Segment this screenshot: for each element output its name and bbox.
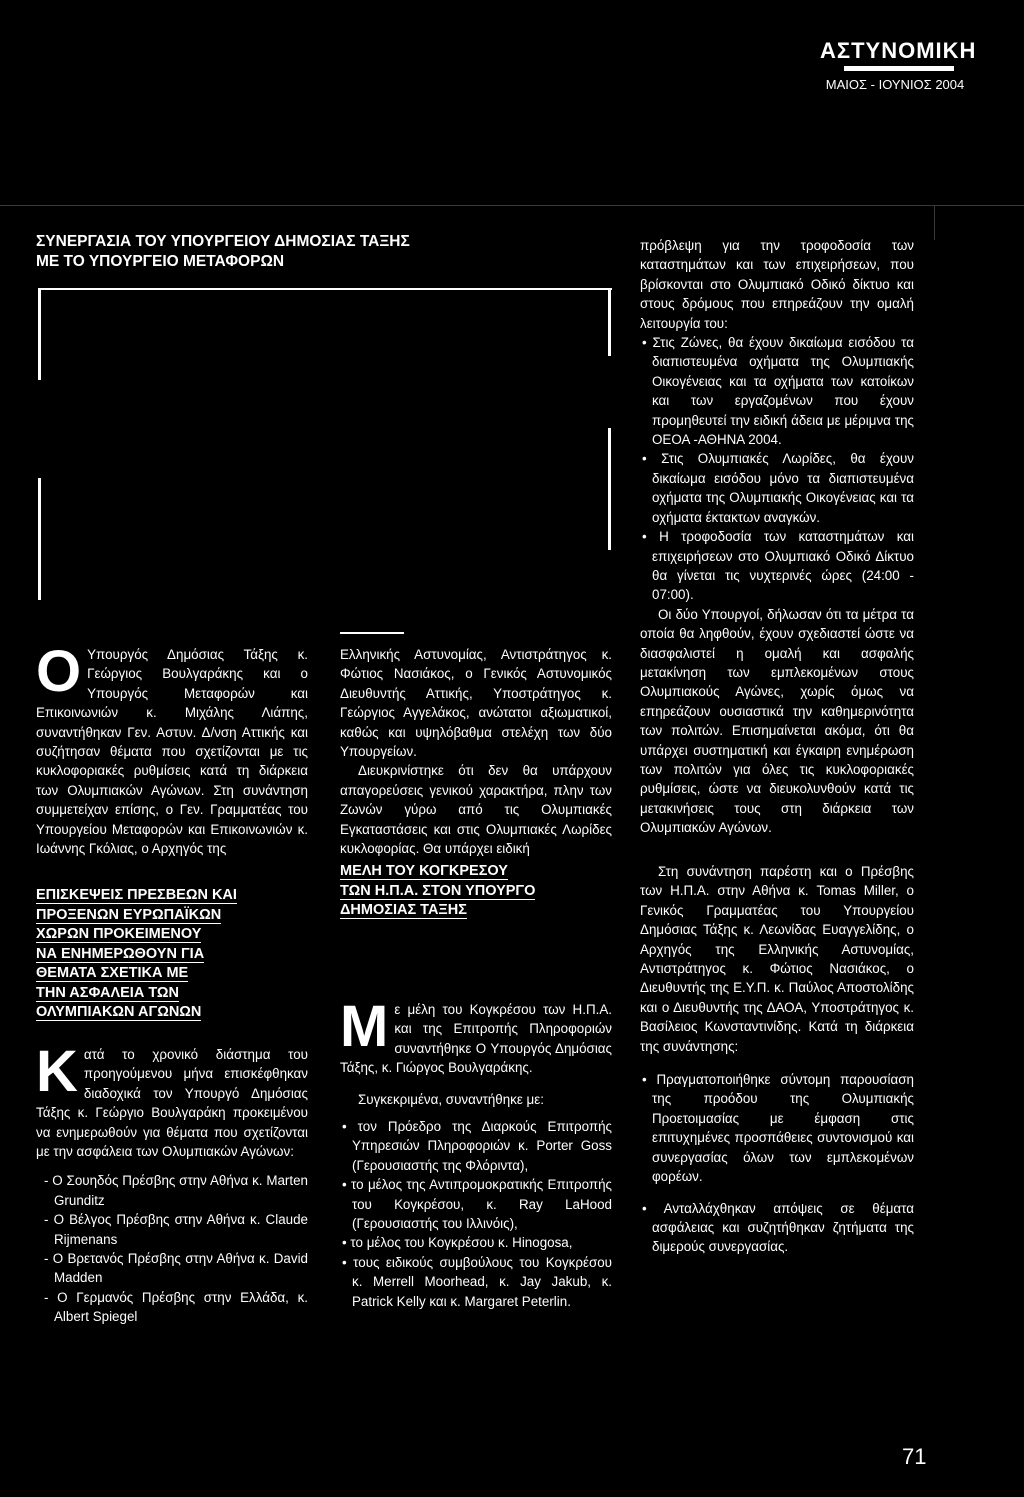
frame-edge [934, 205, 935, 240]
article3-body: Μ ε μέλη του Κογκρέσου των Η.Π.Α. και της Επιτροπής Πληροφοριών συναντήθηκε Ο Υπουργός Δημόσιας Τάξης, κ. Γιώργος Βουλγαράκης. Συγκεκριμένα, συναντήθηκε με: • τον Πρόεδρο της Διαρκούς Επιτροπής Υπηρεσιών Πληροφοριών κ. Porter Goss (Γερουσιαστής της Φλόριντα), • το μέλος της Αντιπρομοκρατικής Επιτροπής του Κογκρέσου, κ. Ray LaHood (Γερουσιαστής του Ιλλινόις), • το μέλος του Κογκρέσου κ. Hinogosa, • τους ειδικούς συμβούλους του Κογκρέσου κ. Merrell Moorhead, κ. Jay Jakub, κ. Patrick Kelly και κ. Margaret Peterlin. [340, 1000, 612, 1311]
dropcap: Μ [340, 994, 389, 1059]
list-item: - Ο Βρετανός Πρέσβης στην Αθήνα κ. David Madden [44, 1251, 308, 1286]
list-item: • το μέλος του Κογκρέσου κ. Hinogosa, [340, 1233, 612, 1252]
article3-col3: Στη συνάντηση παρέστη και ο Πρέσβης των Η.Π.Α. στην Αθήνα κ. Tomas Miller, ο Γενικός Γραμματέας του Υπουργείου Δημόσιας Τάξης κ. Λεωνίδας Ευαγγελίδης, ο Αρχηγός της Ελληνικής Αστυνομίας, Αντιστράτηγος κ. Φώτιος Νασιάκος, ο Διευθυντής της Ε.Υ.Π. κ. Παύλος Αποστολίδης και ο Διευθυντής της ΔΑΟΑ, Υποστράτηγος κ. Βασίλειος Κωνσταντινίδης. Κατά τη διάρκεια της συνάντησης: • Πραγματοποιήθηκε σύντομη παρουσίαση της προόδου της Ολυμπιακής Προετοιμασίας με έμφαση στις επιτυχημένες προσπάθειες συντονισμού και συνεργασίας όλων των εμπλεκομένων φορέων. • Ανταλλάχθηκαν απόψεις σε θέματα ασφάλειας και συζητήθηκαν ζητήματα της διμερούς συνεργασίας. [640, 862, 914, 1257]
list-item: • τους ειδικούς συμβούλους του Κογκρέσου κ. Merrell Moorhead, κ. Jay Jakub, κ. Patrick Kelly και κ. Margaret Peterlin. [340, 1253, 612, 1311]
list-item: • Η τροφοδοσία των καταστημάτων και επιχειρήσεων στο Ολυμπιακό Οδικό Δίκτυο θα γίνεται τις νυχτερινές ώρες (24:00 - 07:00). [640, 527, 914, 605]
top-divider [0, 205, 1024, 206]
issue-date: ΜΑΙΟΣ - ΙΟΥΝΙΟΣ 2004 [825, 77, 965, 92]
article2-body: Κ ατά το χρονικό διάστημα του προηγούμενου μήνα επισκέφθηκαν διαδοχικά τον Υπουργό Δημόσιας Τάξης κ. Γεώργιο Βουλγαράκη προκειμένου να ενημερωθούν για θέματα που σχετίζονται με την ασφάλεια των Ολυμπιακών Αγώνων: - Ο Σουηδός Πρέσβης στην Αθήνα κ. Marten Grunditz - Ο Βέλγος Πρέσβης στην Αθήνα κ. Claude Rijmenans - Ο Βρετανός Πρέσβης στην Αθήνα κ. David Madden - Ο Γερμανός Πρέσβης στην Ελλάδα, κ. Albert Spiegel [36, 1045, 308, 1327]
article2-headline: ΕΠΙΣΚΕΨΕΙΣ ΠΡΕΣΒΕΩΝ ΚΑΙ ΠΡΟΞΕΝΩΝ ΕΥΡΩΠΑΪΚΩΝ ΧΩΡΩΝ ΠΡΟΚΕΙΜΕΝΟΥ ΝΑ ΕΝΗΜΕΡΩΘΟΥΝ ΓΙΑ ΘΕΜΑΤΑ ΣΧΕΤΙΚΑ ΜΕ ΤΗΝ ΑΣΦΑΛΕΙΑ ΤΩΝ ΟΛΥΜΠΙΑΚΩΝ ΑΓΩΝΩΝ [36, 887, 237, 1020]
list-item: • Πραγματοποιήθηκε σύντομη παρουσίαση της προόδου της Ολυμπιακής Προετοιμασίας με έμφαση στις επιτυχημένες προσπάθειες συντονισμού και συνεργασίας όλων των εμπλεκομένων φορέων. [640, 1070, 914, 1186]
article3-headline: ΜΕΛΗ ΤΟΥ ΚΟΓΚΡΕΣΟΥ ΤΩΝ Η.Π.Α. ΣΤΟΝ ΥΠΟΥΡΓΟ ΔΗΜΟΣΙΑΣ ΤΑΞΗΣ [340, 863, 536, 918]
dropcap: Ο [36, 639, 82, 704]
article1-col2: Ελληνικής Αστυνομίας, Αντιστράτηγος κ. Φώτιος Νασιάκος, ο Γενικός Αστυνομικός Διευθυντής Αττικής, Υποστράτηγος κ. Γεώργιος Αγγελάκος, ανώτατοι αξιωματικοί, καθώς και υψηλόβαθμα στελέχη των δύο Υπουργείων. Διευκρινίστηκε ότι δεν θα υπάρχουν απαγορεύσεις γενικού χαρακτήρα, πλην των Ζωνών γύρω από τις Ολυμπιακές Εγκαταστάσεις και στις Ολυμπιακές Λωρίδες κυκλοφορίας. Θα υπάρχει ειδική [340, 647, 612, 857]
list-item: • το μέλος της Αντιπρομοκρατικής Επιτροπής του Κογκρέσου, κ. Ray LaHood (Γερουσιαστής του Ιλλινόις), [340, 1175, 612, 1233]
photo-frame-right [608, 288, 611, 356]
congress-list [340, 1117, 612, 1311]
article1-bullet-list [640, 333, 914, 605]
article1-col1: Ο Υπουργός Δημόσιας Τάξης κ. Γεώργιος Βουλγαράκης και ο Υπουργός Μεταφορών και Επικοινωνιών κ. Μιχάλης Λιάπης, συναντήθηκαν Γεν. Αστυν. Δ/νση Αττικής και συζήτησαν θέματα που σχετίζονται με τις κυκλοφοριακές ρυθμίσεις κατά τη διάρκεια των Ολυμπιακών Αγώνων. Στη συνάντηση συμμετείχαν επίσης, ο Γεν. Γραμματέας του Υπουργείου Μεταφορών και Επικοινωνιών κ. Ιωάννης Γκόλιας, ο Αρχηγός της [36, 639, 308, 857]
photo-frame-left [38, 288, 41, 380]
masthead-decoration [844, 66, 954, 71]
photo-frame-top [40, 288, 612, 290]
page-number: 71 [902, 1444, 927, 1469]
list-item: • Ανταλλάχθηκαν απόψεις σε θέματα ασφάλειας και συζητήθηκαν ζητήματα της διμερούς συνεργασίας. [640, 1199, 914, 1257]
article1-headline: ΣΥΝΕΡΓΑΣΙΑ ΤΟΥ ΥΠΟΥΡΓΕΙΟΥ ΔΗΜΟΣΙΑΣ ΤΑΞΗΣ ΜΕ ΤΟ ΥΠΟΥΡΓΕΙΟ ΜΕΤΑΦΟΡΩΝ [36, 233, 410, 270]
photo-frame-left [38, 478, 41, 600]
ambassador-list [36, 1171, 308, 1326]
magazine-title: ΑΣΤΥΝΟΜΙΚΗ [820, 38, 977, 63]
dropcap: Κ [36, 1039, 78, 1104]
list-item: • Στις Ζώνες, θα έχουν δικαίωμα εισόδου τα διαπιστευμένα οχήματα της Ολυμπιακής Οικογένειας και τα οχήματα των κατοίκων και των εργαζομένων που έχουν προμηθευτεί την ειδική άδεια με μέριμνα της ΟΕΟΑ -ΑΘΗΝΑ 2004. [640, 333, 914, 449]
masthead [820, 38, 977, 92]
list-item: • τον Πρόεδρο της Διαρκούς Επιτροπής Υπηρεσιών Πληροφοριών κ. Porter Goss (Γερουσιαστής της Φλόριντα), [340, 1117, 612, 1175]
list-item: - Ο Σουηδός Πρέσβης στην Αθήνα κ. Marten Grunditz [44, 1173, 308, 1208]
article1-col3: πρόβλεψη για την τροφοδοσία των καταστημάτων και των επιχειρήσεων, που βρίσκονται στο Ολυμπιακό Οδικό δίκτυο και στους δρόμους που επηρεάζουν την ομαλή λειτουργία του: • Στις Ζώνες, θα έχουν δικαίωμα εισόδου τα διαπιστευμένα οχήματα της Ολυμπιακής Οικογένειας και τα οχήματα των κατοίκων και των εργαζομένων που έχουν προμηθευτεί την ειδική άδεια με μέριμνα της ΟΕΟΑ -ΑΘΗΝΑ 2004. • Στις Ολυμπιακές Λωρίδες, θα έχουν δικαίωμα εισόδου μόνο τα διαπιστευμένα οχήματα της Ολυμπιακής Οικογένειας και τα οχήματα έκτακτων αναγκών. • Η τροφοδοσία των καταστημάτων και επιχειρήσεων στο Ολυμπιακό Οδικό Δίκτυο θα γίνεται τις νυχτερινές ώρες (24:00 - 07:00). Οι δύο Υπουργοί, δήλωσαν ότι τα μέτρα τα οποία θα ληφθούν, έχουν σχεδιαστεί ώστε να διασφαλιστεί η ομαλή και ασφαλής μετακίνηση των εμπλεκομένων στους Ολυμπιακούς Αγώνες, χωρίς όμως να επηρεάζουν ουσιαστικά την καθημερινότητα των πολιτών. Επισημαίνεται ακόμα, ότι θα υπάρχει συστηματική και έγκαιρη ενημέρωση των πολιτών για όλες τις κυκλοφοριακές ρυθμίσεις, ώστε να διευκολυνθούν κατά τις μετακινήσεις τους στη διάρκεια των Ολυμπιακών Αγώνων. [640, 236, 914, 838]
column-rule [340, 632, 404, 634]
photo-frame-right [608, 428, 611, 550]
meeting-list [640, 1070, 914, 1257]
list-item: • Στις Ολυμπιακές Λωρίδες, θα έχουν δικαίωμα εισόδου μόνο τα διαπιστευμένα οχήματα της Ολυμπιακής Οικογένειας και τα οχήματα έκτακτων αναγκών. [640, 449, 914, 527]
list-item: - Ο Βέλγος Πρέσβης στην Αθήνα κ. Claude Rijmenans [44, 1212, 308, 1247]
list-item: - Ο Γερμανός Πρέσβης στην Ελλάδα, κ. Albert Spiegel [44, 1289, 308, 1325]
